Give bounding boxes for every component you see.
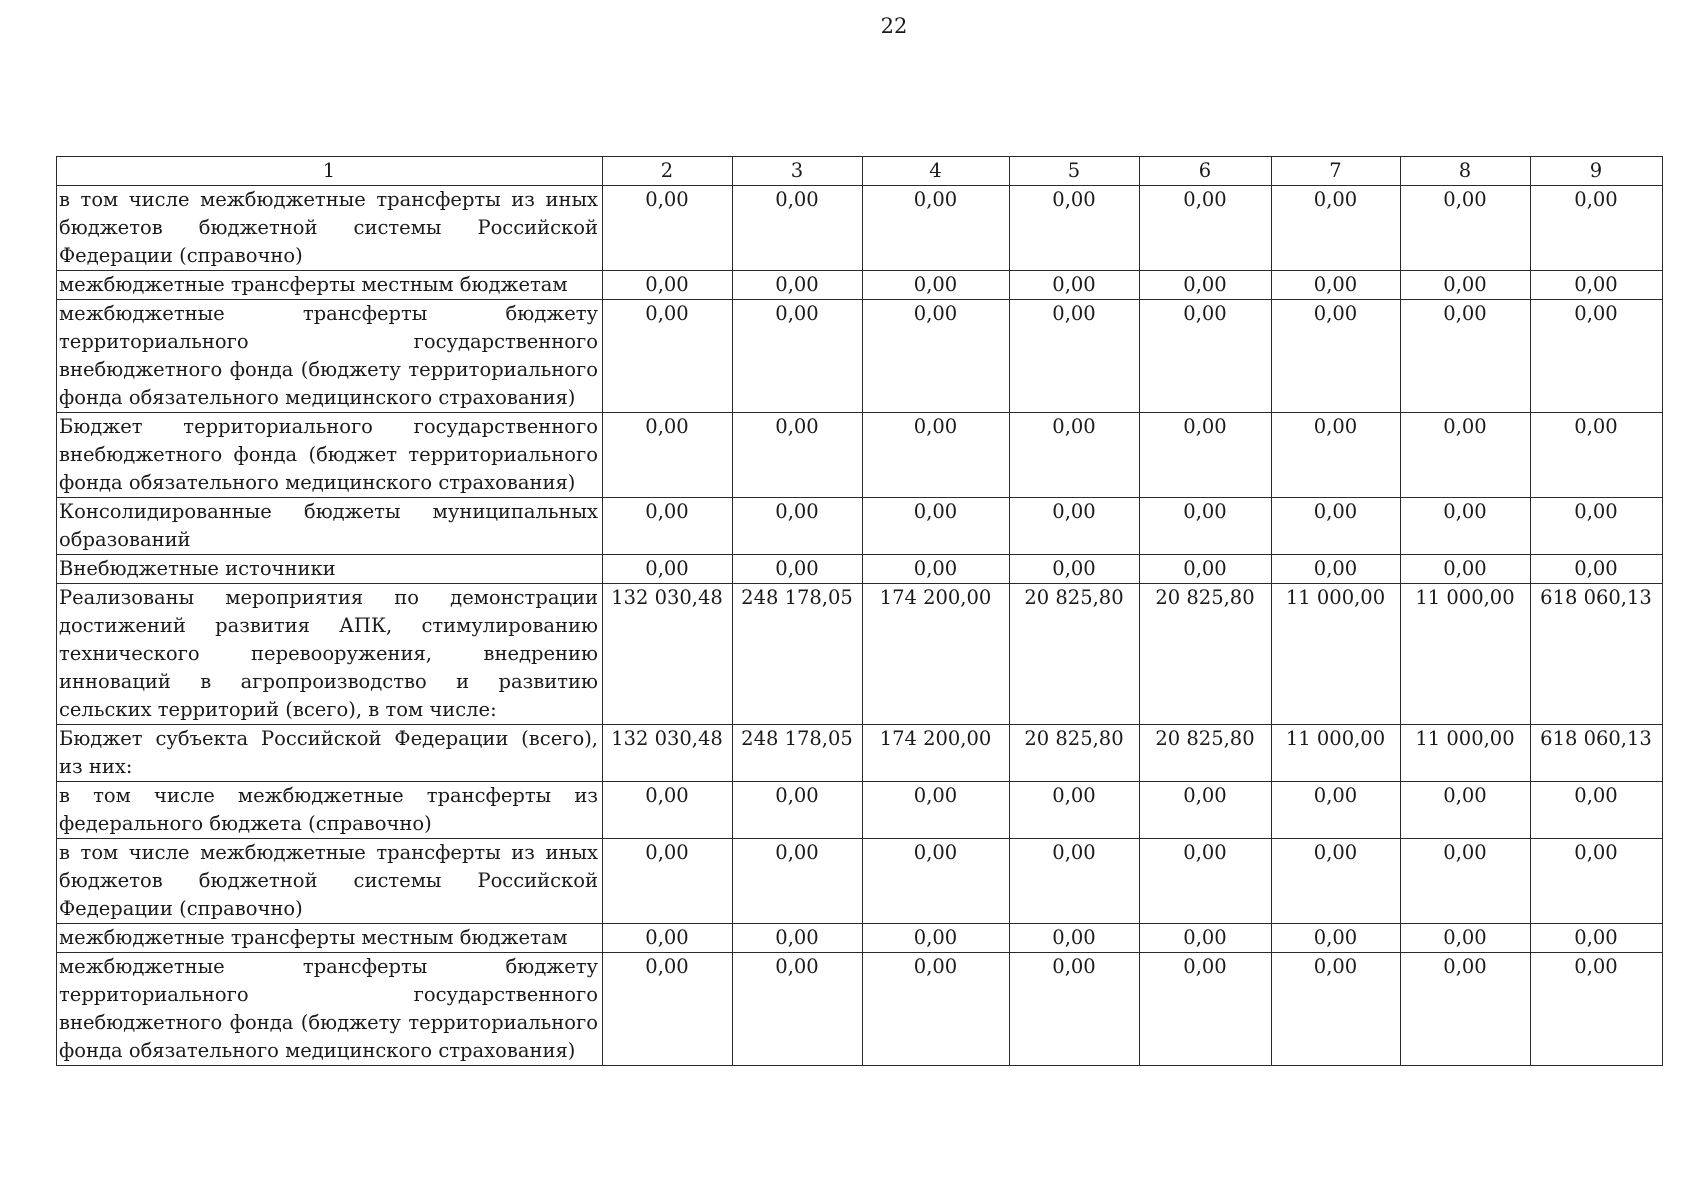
cell-value: 618 060,13 — [1531, 725, 1663, 782]
cell-value: 0,00 — [1010, 782, 1140, 839]
cell-value: 0,00 — [1401, 413, 1531, 498]
cell-value: 0,00 — [863, 498, 1010, 555]
cell-value: 0,00 — [1010, 413, 1140, 498]
table-row — [57, 413, 1663, 498]
table-row — [57, 186, 1663, 271]
column-header: 2 — [603, 157, 733, 186]
column-header: 7 — [1272, 157, 1401, 186]
row-label: Бюджет субъекта Российской Федерации (всего), из них: — [57, 725, 603, 782]
table-row — [57, 300, 1663, 413]
cell-value: 0,00 — [1272, 924, 1401, 953]
cell-value: 248 178,05 — [733, 584, 863, 725]
cell-value: 0,00 — [1140, 555, 1272, 584]
cell-value: 0,00 — [1140, 839, 1272, 924]
cell-value: 0,00 — [863, 271, 1010, 300]
cell-value: 0,00 — [1401, 555, 1531, 584]
cell-value: 0,00 — [1140, 498, 1272, 555]
page-number: 22 — [880, 14, 908, 38]
cell-value: 0,00 — [1010, 271, 1140, 300]
cell-value: 0,00 — [1272, 782, 1401, 839]
cell-value: 0,00 — [1272, 413, 1401, 498]
cell-value: 0,00 — [1272, 186, 1401, 271]
cell-value: 0,00 — [733, 413, 863, 498]
column-header: 4 — [863, 157, 1010, 186]
cell-value: 0,00 — [1272, 498, 1401, 555]
cell-value: 0,00 — [1140, 300, 1272, 413]
cell-value: 132 030,48 — [603, 725, 733, 782]
table-row — [57, 924, 1663, 953]
cell-value: 0,00 — [733, 924, 863, 953]
cell-value: 0,00 — [1010, 498, 1140, 555]
table-header-row — [57, 157, 1663, 186]
row-label: в том числе межбюджетные трансферты из иных бюджетов бюджетной системы Российской Федерации (справочно) — [57, 186, 603, 271]
cell-value: 0,00 — [1401, 953, 1531, 1066]
cell-value: 0,00 — [603, 953, 733, 1066]
cell-value: 20 825,80 — [1010, 725, 1140, 782]
row-label: в том числе межбюджетные трансферты из федерального бюджета (справочно) — [57, 782, 603, 839]
column-header: 1 — [57, 157, 603, 186]
cell-value: 0,00 — [1010, 953, 1140, 1066]
cell-value: 0,00 — [1401, 782, 1531, 839]
cell-value: 11 000,00 — [1272, 725, 1401, 782]
table-row — [57, 839, 1663, 924]
cell-value: 0,00 — [1531, 498, 1663, 555]
cell-value: 0,00 — [1140, 271, 1272, 300]
cell-value: 0,00 — [1272, 839, 1401, 924]
cell-value: 0,00 — [733, 186, 863, 271]
cell-value: 0,00 — [863, 839, 1010, 924]
cell-value: 0,00 — [1531, 953, 1663, 1066]
cell-value: 132 030,48 — [603, 584, 733, 725]
cell-value: 0,00 — [603, 782, 733, 839]
cell-value: 11 000,00 — [1272, 584, 1401, 725]
cell-value: 0,00 — [603, 271, 733, 300]
cell-value: 0,00 — [1272, 953, 1401, 1066]
cell-value: 0,00 — [1272, 300, 1401, 413]
cell-value: 20 825,80 — [1140, 584, 1272, 725]
row-label: межбюджетные трансферты местным бюджетам — [57, 271, 603, 300]
cell-value: 0,00 — [1140, 186, 1272, 271]
cell-value: 20 825,80 — [1140, 725, 1272, 782]
cell-value: 20 825,80 — [1010, 584, 1140, 725]
cell-value: 618 060,13 — [1531, 584, 1663, 725]
column-header: 5 — [1010, 157, 1140, 186]
cell-value: 11 000,00 — [1401, 584, 1531, 725]
cell-value: 0,00 — [1531, 300, 1663, 413]
cell-value: 0,00 — [1531, 413, 1663, 498]
cell-value: 0,00 — [733, 953, 863, 1066]
table-row — [57, 555, 1663, 584]
row-label: межбюджетные трансферты местным бюджетам — [57, 924, 603, 953]
cell-value: 0,00 — [1010, 186, 1140, 271]
cell-value: 0,00 — [733, 300, 863, 413]
cell-value: 0,00 — [863, 953, 1010, 1066]
cell-value: 0,00 — [1272, 271, 1401, 300]
table-row — [57, 584, 1663, 725]
table-row — [57, 953, 1663, 1066]
row-label: в том числе межбюджетные трансферты из иных бюджетов бюджетной системы Российской Федерации (справочно) — [57, 839, 603, 924]
cell-value: 0,00 — [863, 300, 1010, 413]
cell-value: 0,00 — [603, 924, 733, 953]
cell-value: 0,00 — [863, 413, 1010, 498]
cell-value: 0,00 — [1531, 782, 1663, 839]
cell-value: 0,00 — [1140, 413, 1272, 498]
cell-value: 0,00 — [1401, 924, 1531, 953]
table-row — [57, 498, 1663, 555]
cell-value: 0,00 — [603, 498, 733, 555]
cell-value: 0,00 — [863, 782, 1010, 839]
cell-value: 248 178,05 — [733, 725, 863, 782]
cell-value: 0,00 — [1010, 300, 1140, 413]
cell-value: 0,00 — [863, 555, 1010, 584]
cell-value: 0,00 — [1010, 555, 1140, 584]
cell-value: 0,00 — [733, 839, 863, 924]
cell-value: 0,00 — [603, 555, 733, 584]
table-row — [57, 271, 1663, 300]
budget-table — [56, 156, 1663, 1066]
column-header: 3 — [733, 157, 863, 186]
cell-value: 0,00 — [1140, 924, 1272, 953]
cell-value: 0,00 — [603, 186, 733, 271]
cell-value: 0,00 — [1531, 271, 1663, 300]
cell-value: 0,00 — [733, 555, 863, 584]
row-label: Консолидированные бюджеты муниципальных образований — [57, 498, 603, 555]
cell-value: 0,00 — [603, 839, 733, 924]
cell-value: 0,00 — [1140, 782, 1272, 839]
cell-value: 0,00 — [1531, 186, 1663, 271]
cell-value: 0,00 — [1401, 300, 1531, 413]
cell-value: 0,00 — [733, 271, 863, 300]
column-header: 6 — [1140, 157, 1272, 186]
cell-value: 0,00 — [1531, 924, 1663, 953]
cell-value: 0,00 — [1401, 186, 1531, 271]
cell-value: 0,00 — [1401, 498, 1531, 555]
cell-value: 0,00 — [1272, 555, 1401, 584]
cell-value: 0,00 — [863, 924, 1010, 953]
cell-value: 0,00 — [1531, 555, 1663, 584]
cell-value: 0,00 — [1010, 924, 1140, 953]
cell-value: 174 200,00 — [863, 725, 1010, 782]
cell-value: 0,00 — [1401, 839, 1531, 924]
table-row — [57, 782, 1663, 839]
cell-value: 0,00 — [1401, 271, 1531, 300]
row-label: межбюджетные трансферты бюджету территориального государственного внебюджетного фонда (бюджету территориального фонда обязательного медицинского страхования) — [57, 953, 603, 1066]
column-header: 8 — [1401, 157, 1531, 186]
cell-value: 0,00 — [1010, 839, 1140, 924]
cell-value: 0,00 — [733, 498, 863, 555]
cell-value: 0,00 — [1140, 953, 1272, 1066]
cell-value: 0,00 — [603, 300, 733, 413]
cell-value: 0,00 — [733, 782, 863, 839]
cell-value: 174 200,00 — [863, 584, 1010, 725]
cell-value: 11 000,00 — [1401, 725, 1531, 782]
column-header: 9 — [1531, 157, 1663, 186]
cell-value: 0,00 — [603, 413, 733, 498]
row-label: Реализованы мероприятия по демонстрации достижений развития АПК, стимулированию технического перевооружения, внедрению инноваций в агропроизводство и развитию сельских территорий (всего), в том числе: — [57, 584, 603, 725]
cell-value: 0,00 — [863, 186, 1010, 271]
row-label: Внебюджетные источники — [57, 555, 603, 584]
row-label: межбюджетные трансферты бюджету территориального государственного внебюджетного фонда (бюджету территориального фонда обязательного медицинского страхования) — [57, 300, 603, 413]
table-row — [57, 725, 1663, 782]
row-label: Бюджет территориального государственного внебюджетного фонда (бюджет территориального фонда обязательного медицинского страхования) — [57, 413, 603, 498]
cell-value: 0,00 — [1531, 839, 1663, 924]
